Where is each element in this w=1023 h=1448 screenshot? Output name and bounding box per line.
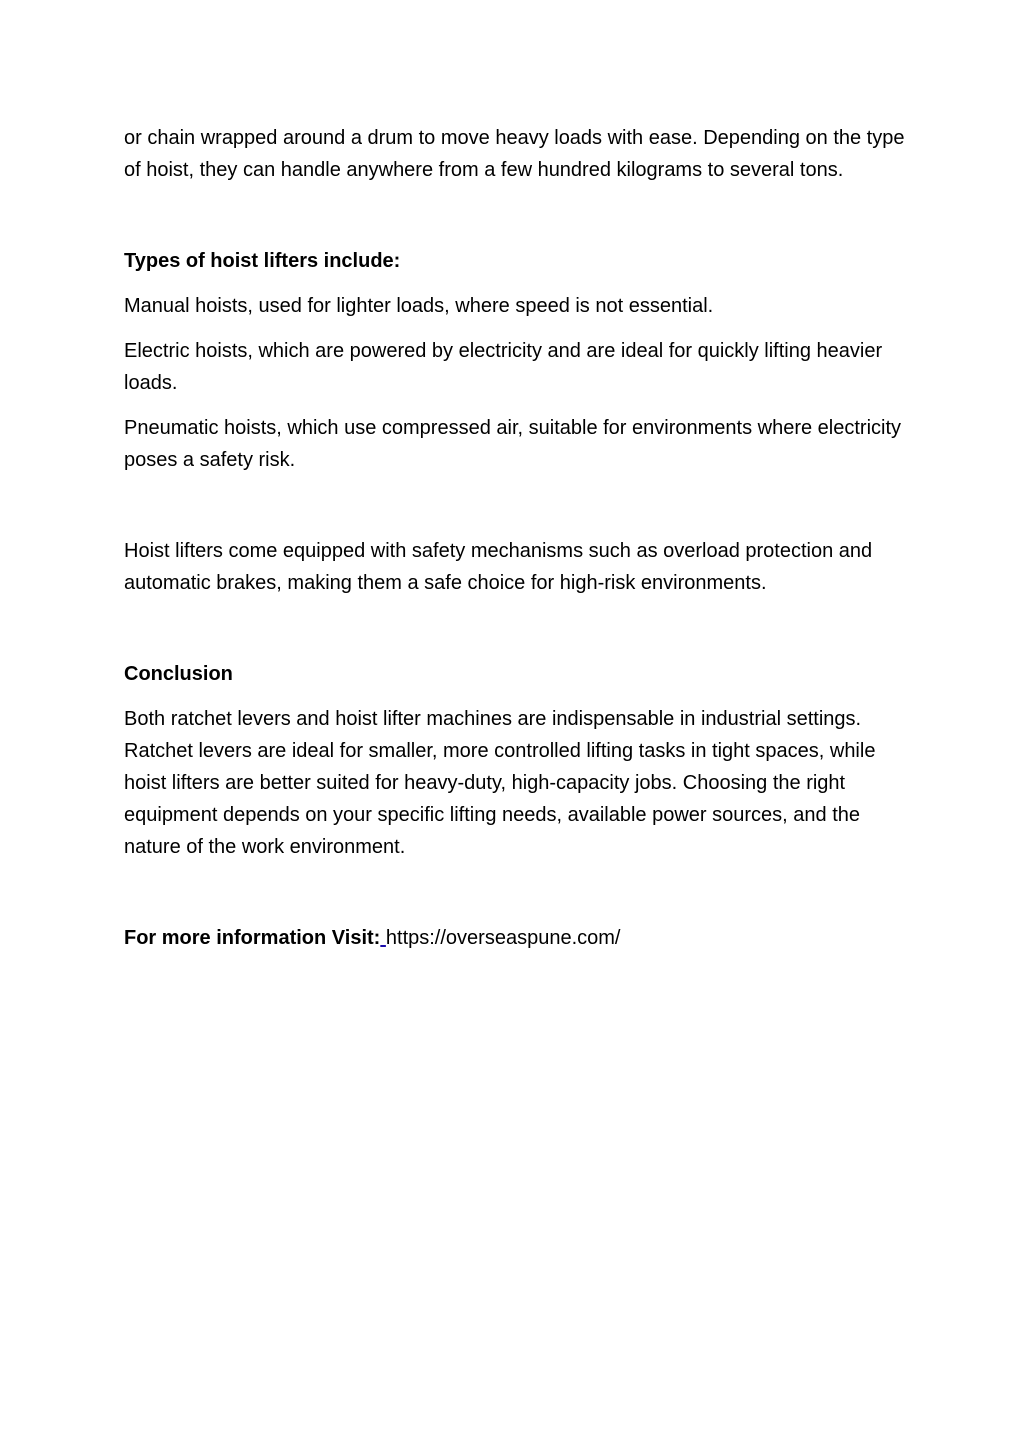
- conclusion-heading: Conclusion: [124, 663, 233, 685]
- more-info-line: [124, 922, 914, 954]
- more-info-label: For more information Visit:: [124, 927, 381, 949]
- website-url[interactable]: https://overseaspune.com/: [385, 927, 621, 949]
- conclusion-paragraph: Both ratchet levers and hoist lifter machines are indispensable in industrial settings. Ratchet levers are ideal for smaller, more controlled lifting tasks in tight spaces, while hoist lifters are better suited for heavy-duty, high-capacity jobs. Choosing the right equipment depends on your specific lifting needs, available power sources, and the nature of the work environment.: [124, 708, 876, 858]
- types-heading: Types of hoist lifters include:: [124, 250, 401, 272]
- intro-paragraph: or chain wrapped around a drum to move heavy loads with ease. Depending on the type of hoist, they can handle anywhere from a few hundred kilograms to several tons.: [124, 127, 905, 181]
- safety-paragraph: Hoist lifters come equipped with safety mechanisms such as overload protection and automatic brakes, making them a safe choice for high-risk environments.: [124, 540, 873, 594]
- electric-hoists-paragraph: Electric hoists, which are powered by electricity and are ideal for quickly lifting heavier loads.: [124, 340, 883, 394]
- manual-hoists-paragraph: Manual hoists, used for lighter loads, where speed is not essential.: [124, 295, 714, 317]
- document-page: [124, 122, 914, 954]
- pneumatic-hoists-paragraph: Pneumatic hoists, which use compressed air, suitable for environments where electricity poses a safety risk.: [124, 417, 902, 471]
